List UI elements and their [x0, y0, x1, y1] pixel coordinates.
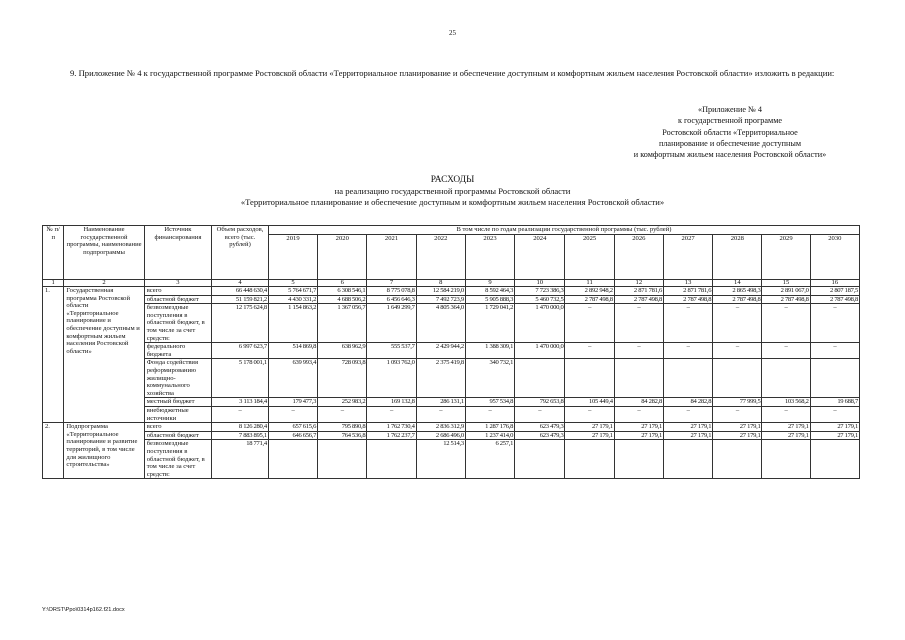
year-value: 646 656,7: [268, 431, 317, 440]
year-value: [810, 359, 859, 398]
year-value: 2 787 498,8: [565, 295, 614, 304]
year-value: 1 154 863,2: [268, 304, 317, 343]
year-value: 27 179,1: [762, 431, 810, 440]
year-value: 4 430 331,2: [268, 295, 317, 304]
year-value: [663, 359, 712, 398]
year-value: –: [713, 343, 762, 359]
year-value: –: [614, 304, 663, 343]
year-value: 2 871 781,6: [614, 287, 663, 296]
total-value: 3 113 184,4: [212, 398, 269, 407]
year-value: –: [565, 407, 614, 423]
year-value: 84 282,8: [614, 398, 663, 407]
year-value: 6 456 646,3: [367, 295, 416, 304]
year-value: 8 775 078,8: [367, 287, 416, 296]
year-value: –: [614, 407, 663, 423]
header-year: 2025: [565, 234, 614, 279]
header-year: 2020: [318, 234, 367, 279]
year-value: 27 179,1: [762, 423, 810, 432]
year-value: 2 787 498,8: [713, 295, 762, 304]
year-value: 2 787 498,8: [614, 295, 663, 304]
year-value: 77 999,5: [713, 398, 762, 407]
year-value: –: [663, 304, 712, 343]
year-value: 4 805 364,0: [416, 304, 465, 343]
year-value: –: [268, 407, 317, 423]
total-value: 66 448 630,4: [212, 287, 269, 296]
year-value: 792 653,8: [515, 398, 565, 407]
table-row: [43, 431, 860, 440]
year-value: –: [515, 407, 565, 423]
year-value: 5 460 732,5: [515, 295, 565, 304]
header-year: 2027: [663, 234, 712, 279]
year-value: 8 592 464,3: [465, 287, 514, 296]
year-value: 623 479,3: [515, 423, 565, 432]
header-year: 2026: [614, 234, 663, 279]
table-row: [43, 304, 860, 343]
column-number: 4: [212, 279, 269, 287]
total-value: 12 175 624,8: [212, 304, 269, 343]
year-value: 27 179,1: [663, 423, 712, 432]
year-value: 555 537,7: [367, 343, 416, 359]
year-value: 2 865 498,3: [713, 287, 762, 296]
year-value: –: [762, 343, 810, 359]
year-value: 1 093 762,0: [367, 359, 416, 398]
year-value: 2 892 948,2: [565, 287, 614, 296]
year-value: 27 179,1: [810, 423, 859, 432]
year-value: –: [614, 343, 663, 359]
header-year: 2019: [268, 234, 317, 279]
year-value: 1 237 414,0: [465, 431, 514, 440]
table-row: [43, 287, 860, 296]
year-value: [614, 440, 663, 479]
year-value: 1 367 056,7: [318, 304, 367, 343]
year-value: 639 993,4: [268, 359, 317, 398]
year-value: 7 723 386,3: [515, 287, 565, 296]
table-row: [43, 343, 860, 359]
year-value: 2 686 496,0: [416, 431, 465, 440]
year-value: 4 688 506,2: [318, 295, 367, 304]
year-value: [762, 440, 810, 479]
year-value: –: [762, 407, 810, 423]
financing-source: федерального бюджета: [144, 343, 211, 359]
document-title: [0, 175, 905, 208]
year-value: [515, 440, 565, 479]
year-value: [810, 440, 859, 479]
total-value: 6 997 623,7: [212, 343, 269, 359]
header-total: Объем расходов, всего (тыс. рублей): [212, 226, 269, 280]
title-line-2: на реализацию государственной программы Ростовской области: [334, 186, 571, 196]
financing-source: безвозмездные поступления в областной бюджет, в том числе за счет средств:: [144, 304, 211, 343]
file-path-footer: Y:\ORST\Ppo\0314p162.f21.docx: [42, 607, 125, 613]
year-value: [762, 359, 810, 398]
intro-paragraph: 9. Приложение № 4 к государственной программе Ростовской области «Территориальное планирование и обеспечение доступным и комфортным жильем населения Ростовской области» изложить в редакции:: [70, 68, 835, 78]
year-value: 2 375 419,8: [416, 359, 465, 398]
year-value: 6 257,1: [465, 440, 514, 479]
table-row: [43, 398, 860, 407]
year-value: 27 179,1: [565, 431, 614, 440]
financing-source: всего: [144, 423, 211, 432]
table-row: [43, 423, 860, 432]
year-value: 623 479,3: [515, 431, 565, 440]
year-value: –: [762, 304, 810, 343]
year-value: 2 787 498,8: [663, 295, 712, 304]
year-value: 1 729 041,2: [465, 304, 514, 343]
year-value: [713, 359, 762, 398]
year-value: 764 536,8: [318, 431, 367, 440]
financing-source: всего: [144, 287, 211, 296]
year-value: 1 470 000,0: [515, 304, 565, 343]
year-value: –: [465, 407, 514, 423]
year-value: 638 962,9: [318, 343, 367, 359]
total-value: 8 126 280,4: [212, 423, 269, 432]
year-value: 2 787 498,8: [762, 295, 810, 304]
year-value: –: [318, 407, 367, 423]
table-row: [43, 440, 860, 479]
year-value: 179 477,3: [268, 398, 317, 407]
title-main: РАСХОДЫ: [430, 175, 475, 185]
year-value: 1 649 299,7: [367, 304, 416, 343]
expenses-table: [42, 225, 860, 479]
column-numbers-row: [43, 279, 860, 287]
column-number: 12: [614, 279, 663, 287]
year-value: 286 131,1: [416, 398, 465, 407]
year-value: 2 807 187,5: [810, 287, 859, 296]
year-value: 6 308 546,1: [318, 287, 367, 296]
year-value: –: [810, 304, 859, 343]
table-row: [43, 359, 860, 398]
column-number: 5: [268, 279, 317, 287]
column-number: 6: [318, 279, 367, 287]
year-value: 12 514,3: [416, 440, 465, 479]
header-year: 2024: [515, 234, 565, 279]
year-value: [268, 440, 317, 479]
column-number: 10: [515, 279, 565, 287]
financing-source: Фонда содействия реформированию жилищно-коммунального хозяйства: [144, 359, 211, 398]
year-value: [614, 359, 663, 398]
year-value: –: [810, 343, 859, 359]
year-value: 27 179,1: [614, 423, 663, 432]
year-value: 27 179,1: [614, 431, 663, 440]
year-value: 657 615,6: [268, 423, 317, 432]
header-year: 2030: [810, 234, 859, 279]
year-value: 105 449,4: [565, 398, 614, 407]
column-number: 7: [367, 279, 416, 287]
program-name: Государственная программа Ростовской области «Территориальное планирование и обеспечение доступным и комфортным жильем населения Ростовской области»: [64, 287, 144, 423]
page-number: 25: [449, 29, 456, 37]
year-value: [663, 440, 712, 479]
year-value: 1 470 000,0: [515, 343, 565, 359]
year-value: [515, 359, 565, 398]
appendix-heading: [600, 104, 860, 160]
total-value: 18 771,4: [212, 440, 269, 479]
year-value: 514 869,8: [268, 343, 317, 359]
column-number: 16: [810, 279, 859, 287]
appendix-line: Ростовской области «Территориальное: [662, 127, 798, 137]
year-value: 103 568,2: [762, 398, 810, 407]
appendix-line: и комфортным жильем населения Ростовской области»: [633, 150, 827, 160]
year-value: –: [565, 343, 614, 359]
appendix-line: к государственной программе: [677, 116, 783, 126]
year-value: 1 762 730,4: [367, 423, 416, 432]
year-value: [565, 359, 614, 398]
column-number: 11: [565, 279, 614, 287]
year-value: 27 179,1: [663, 431, 712, 440]
row-number: 2.: [43, 423, 64, 479]
year-value: 1 762 237,7: [367, 431, 416, 440]
year-value: 2 871 781,6: [663, 287, 712, 296]
year-value: –: [713, 407, 762, 423]
header-year: 2021: [367, 234, 416, 279]
year-value: 1 388 309,1: [465, 343, 514, 359]
column-number: 9: [465, 279, 514, 287]
year-value: –: [663, 343, 712, 359]
header-year: 2028: [713, 234, 762, 279]
year-value: 957 534,8: [465, 398, 514, 407]
year-value: 12 584 219,0: [416, 287, 465, 296]
year-value: 19 688,7: [810, 398, 859, 407]
year-value: 1 287 176,8: [465, 423, 514, 432]
column-number: 14: [713, 279, 762, 287]
financing-source: областной бюджет: [144, 295, 211, 304]
year-value: 2 429 944,2: [416, 343, 465, 359]
table-row: [43, 407, 860, 423]
appendix-line: «Приложение № 4: [697, 105, 763, 114]
year-value: 2 891 067,0: [762, 287, 810, 296]
year-value: 340 732,1: [465, 359, 514, 398]
year-value: [713, 440, 762, 479]
year-value: 2 787 498,8: [810, 295, 859, 304]
year-value: 27 179,1: [713, 423, 762, 432]
column-number: 3: [144, 279, 211, 287]
header-year: 2029: [762, 234, 810, 279]
column-number: 15: [762, 279, 810, 287]
year-value: 27 179,1: [810, 431, 859, 440]
year-value: 84 282,8: [663, 398, 712, 407]
year-value: 728 093,8: [318, 359, 367, 398]
year-value: 27 179,1: [565, 423, 614, 432]
year-value: 795 890,8: [318, 423, 367, 432]
financing-source: внебюджетные источники: [144, 407, 211, 423]
year-value: 5 764 671,7: [268, 287, 317, 296]
row-number: 1.: [43, 287, 64, 423]
financing-source: безвозмездные поступления в областной бюджет, в том числе за счет средств:: [144, 440, 211, 479]
total-value: –: [212, 407, 269, 423]
year-value: [318, 440, 367, 479]
column-number: 13: [663, 279, 712, 287]
header-year: 2023: [465, 234, 514, 279]
program-name: Подпрограмма «Территориальное планирование и развитие территорий, в том числе для жилищного строительства»: [64, 423, 144, 479]
year-value: 7 492 723,9: [416, 295, 465, 304]
year-value: [565, 440, 614, 479]
year-value: –: [367, 407, 416, 423]
table-body: [43, 279, 860, 479]
financing-source: областной бюджет: [144, 431, 211, 440]
year-value: 252 983,2: [318, 398, 367, 407]
column-number: 2: [64, 279, 144, 287]
header-source: Источник финансирования: [144, 226, 211, 280]
title-line-3: «Территориальное планирование и обеспечение доступным и комфортным жильем населения Ростовской области»: [240, 197, 665, 207]
financing-source: местный бюджет: [144, 398, 211, 407]
year-value: 27 179,1: [713, 431, 762, 440]
year-value: 2 836 312,9: [416, 423, 465, 432]
year-value: 5 905 888,3: [465, 295, 514, 304]
appendix-line: планирование и обеспечение доступным: [658, 138, 802, 148]
header-name: Наименование государственной программы, наименование подпрограммы: [64, 226, 144, 280]
table-row: [43, 295, 860, 304]
year-value: [367, 440, 416, 479]
header-num: № п/п: [43, 226, 64, 280]
year-value: –: [713, 304, 762, 343]
header-year: 2022: [416, 234, 465, 279]
total-value: 7 883 895,1: [212, 431, 269, 440]
year-value: –: [565, 304, 614, 343]
header-years-caption: В том числе по годам реализации государственной программы (тыс. рублей): [268, 226, 859, 235]
year-value: –: [663, 407, 712, 423]
total-value: 5 178 001,1: [212, 359, 269, 398]
column-number: 1: [43, 279, 64, 287]
year-value: 169 132,8: [367, 398, 416, 407]
year-value: –: [416, 407, 465, 423]
total-value: 51 159 821,2: [212, 295, 269, 304]
column-number: 8: [416, 279, 465, 287]
year-value: –: [810, 407, 859, 423]
